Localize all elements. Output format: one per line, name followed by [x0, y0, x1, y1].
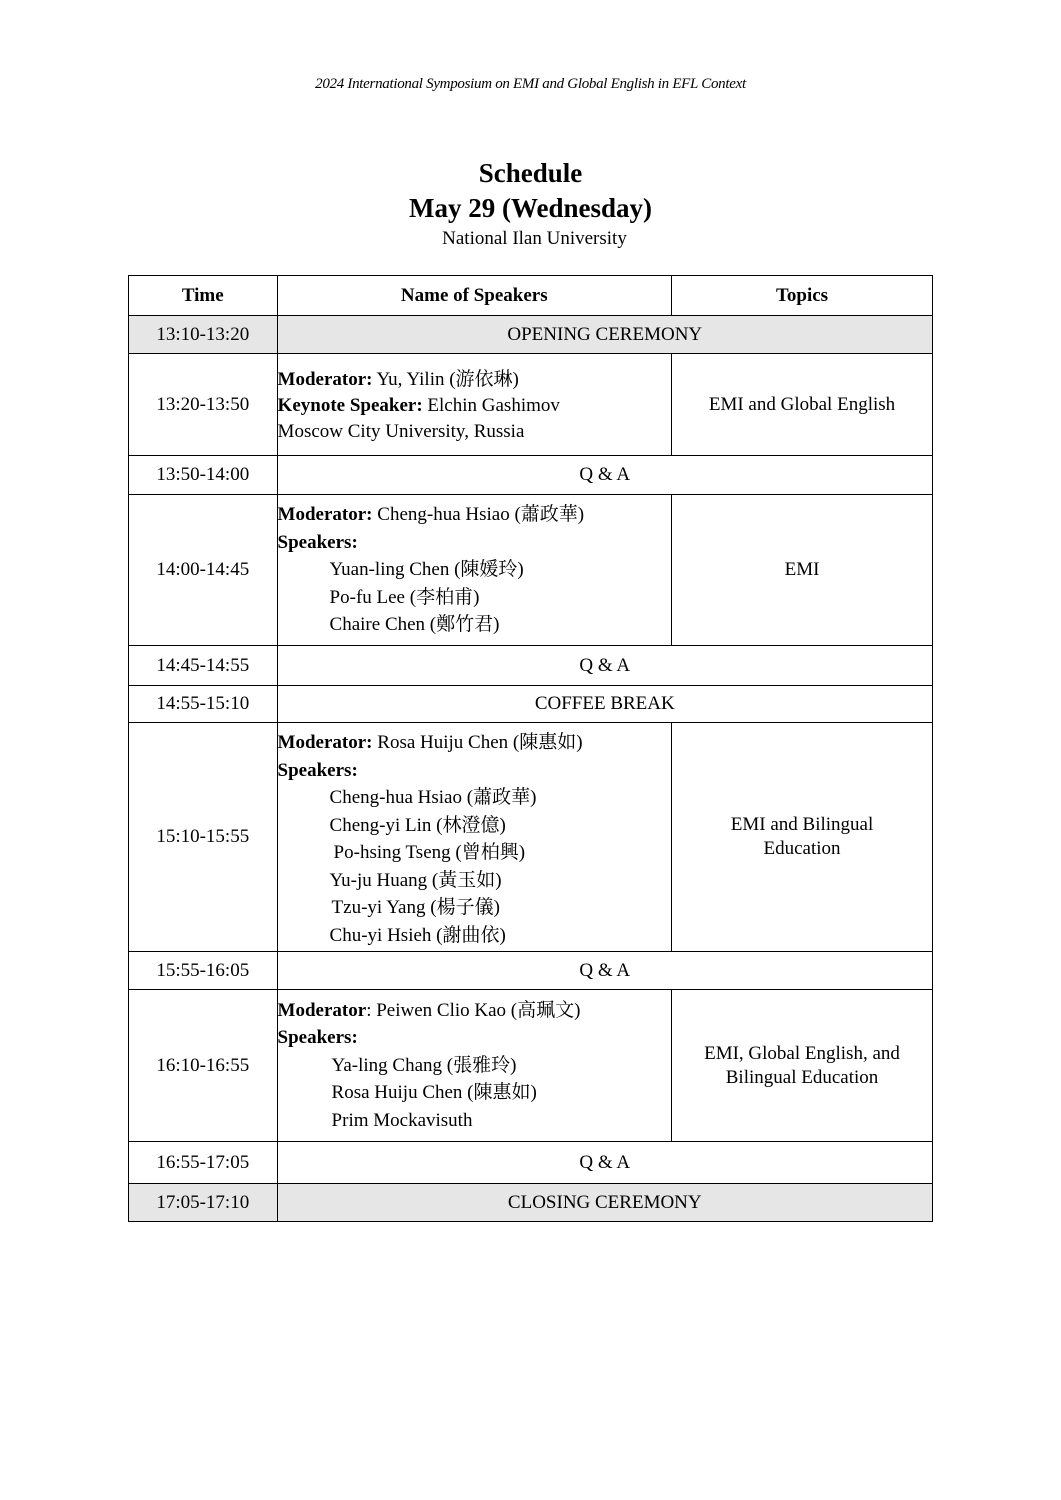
table-row — [129, 1142, 933, 1184]
time-cell: 13:10-13:20 — [129, 316, 278, 354]
speakers-cell — [277, 723, 671, 952]
speaker-name: Prim Mockavisuth — [331, 1109, 473, 1131]
header-time: Time — [129, 276, 278, 316]
topic-line: EMI, Global English, and — [704, 1042, 900, 1064]
topic-cell — [672, 990, 933, 1142]
moderator-name: Rosa Huiju Chen (陳惠如) — [372, 732, 583, 753]
moderator-label: Moderator — [277, 999, 367, 1021]
event-cell: Q & A — [277, 1142, 932, 1184]
topic-line: Education — [763, 838, 841, 859]
speakers-cell — [277, 495, 671, 646]
speaker-name: Po-hsing Tseng (曾柏興) — [333, 842, 526, 863]
speaker-name: Cheng-hua Hsiao (蕭政華) — [329, 787, 537, 808]
moderator-line — [278, 367, 671, 393]
speaker-name: Yuan-ling Chen (陳媛玲) — [329, 559, 524, 581]
time-cell: 14:55-15:10 — [129, 686, 278, 723]
moderator-label: Moderator: — [277, 732, 373, 753]
table-row — [129, 456, 933, 495]
speaker-name: Chaire Chen (鄭竹君) — [329, 614, 500, 636]
event-cell: OPENING CEREMONY — [277, 316, 932, 354]
event-cell: COFFEE BREAK — [277, 686, 932, 723]
time-cell: 16:55-17:05 — [129, 1142, 278, 1184]
speaker-name: Cheng-yi Lin (林澄億) — [329, 814, 506, 836]
moderator-name: Cheng-hua Hsiao (蕭政華) — [372, 504, 585, 526]
schedule-date: May 29 (Wednesday) — [409, 193, 652, 223]
topic-cell: EMI — [672, 495, 933, 646]
title-block — [0, 156, 1061, 252]
speakers-cell — [277, 354, 671, 456]
speaker-name: Po-fu Lee (李柏甫) — [329, 586, 480, 608]
table-row — [129, 723, 933, 952]
table-row — [129, 686, 933, 723]
event-cell: Q & A — [277, 952, 932, 990]
time-cell: 13:50-14:00 — [129, 456, 278, 495]
event-cell: Q & A — [277, 646, 932, 686]
table-row — [129, 1184, 933, 1222]
topic-line: Bilingual Education — [725, 1066, 879, 1088]
keynote-label: Keynote Speaker: — [277, 394, 423, 416]
moderator-label: Moderator: — [277, 504, 373, 526]
time-cell: 14:00-14:45 — [129, 495, 278, 646]
table-row — [129, 354, 933, 456]
table-row — [129, 990, 933, 1142]
speakers-label: Speakers: — [277, 1027, 358, 1049]
speaker-name: Yu-ju Huang (黃玉如) — [329, 869, 502, 891]
moderator-name: Yu, Yilin (游依琳) — [372, 368, 519, 390]
venue: National Ilan University — [442, 228, 627, 249]
keynote-affiliation: Moscow City University, Russia — [277, 420, 525, 442]
time-cell: 17:05-17:10 — [129, 1184, 278, 1222]
page-title: Schedule — [478, 158, 583, 188]
speakers-label-line — [278, 529, 671, 557]
header-row — [129, 276, 933, 316]
table-row — [129, 495, 933, 646]
header-topics: Topics — [672, 276, 933, 316]
table-row — [129, 646, 933, 686]
moderator-line — [278, 501, 671, 529]
speakers-label-line — [278, 757, 671, 785]
time-cell: 16:10-16:55 — [129, 990, 278, 1142]
speakers-cell — [277, 990, 671, 1142]
speakers-label-line — [278, 1024, 671, 1052]
speakers-label: Speakers: — [277, 531, 358, 553]
time-cell: 15:10-15:55 — [129, 723, 278, 952]
time-cell: 15:55-16:05 — [129, 952, 278, 990]
speaker-name: Rosa Huiju Chen (陳惠如) — [331, 1082, 537, 1104]
topic-cell — [672, 723, 933, 952]
moderator-name: : Peiwen Clio Kao (高珮文) — [366, 999, 581, 1021]
keynote-name: Elchin Gashimov — [422, 394, 560, 416]
moderator-line — [278, 729, 671, 757]
topic-cell: EMI and Global English — [672, 354, 933, 456]
event-cell: CLOSING CEREMONY — [277, 1184, 932, 1222]
speaker-name: Chu-yi Hsieh (謝曲依) — [329, 924, 506, 946]
table-row — [129, 316, 933, 354]
speaker-name: Ya-ling Chang (張雅玲) — [331, 1054, 517, 1076]
speaker-name: Tzu-yi Yang (楊子儀) — [331, 897, 500, 918]
header-speakers: Name of Speakers — [277, 276, 671, 316]
speakers-label: Speakers: — [277, 759, 358, 781]
event-cell: Q & A — [277, 456, 932, 495]
time-cell: 13:20-13:50 — [129, 354, 278, 456]
moderator-line — [278, 997, 671, 1025]
time-cell: 14:45-14:55 — [129, 646, 278, 686]
keynote-line — [278, 393, 671, 419]
schedule-table — [128, 275, 933, 1222]
running-header: 2024 International Symposium on EMI and Global English in EFL Context — [315, 76, 746, 92]
moderator-label: Moderator: — [277, 368, 373, 390]
topic-line: EMI and Bilingual — [730, 814, 874, 835]
table-row — [129, 952, 933, 990]
